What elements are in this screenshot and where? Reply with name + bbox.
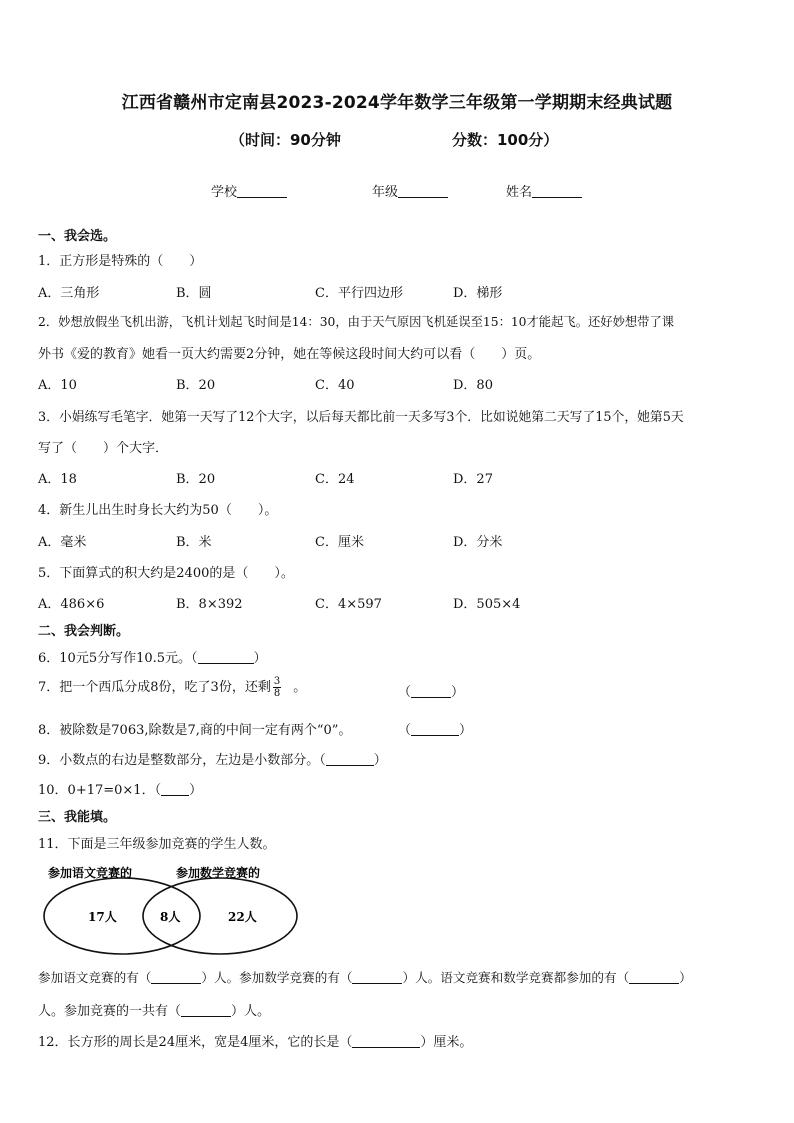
q2-option-a: A．10 <box>38 378 77 393</box>
name-blank <box>532 186 582 198</box>
exam-score: 分数：100分） <box>452 131 559 149</box>
venn-left-only: 17人 <box>88 910 117 924</box>
section2-title: 二、我会判断。 <box>38 624 130 639</box>
school-field <box>211 181 287 200</box>
q8-answer <box>398 719 472 738</box>
q6-answer-blank[interactable] <box>198 652 254 664</box>
q1-option-b: B．圆 <box>176 286 212 301</box>
q5-text: 5．下面算式的积大约是2400的是（ ）。 <box>38 566 294 581</box>
q8-text: 8．被除数是7063,除数是7,商的中间一定有两个“0”。 <box>38 723 352 738</box>
name-field <box>506 181 582 200</box>
q8-answer-blank[interactable] <box>411 724 459 736</box>
q11-blank-both[interactable] <box>629 972 679 984</box>
q12 <box>38 1031 472 1050</box>
q1-text: 1．正方形是特殊的（ ） <box>38 254 203 269</box>
section3-title: 三、我能填。 <box>38 810 117 825</box>
q7-answer-blank[interactable] <box>411 686 451 698</box>
q7-open: （ <box>398 685 412 700</box>
q7-text: 7．把一个西瓜分成8份，吃了3份，还剩 <box>38 680 271 695</box>
q9-answer-blank[interactable] <box>326 754 374 766</box>
q11-blank-math[interactable] <box>352 972 402 984</box>
q6-close: ） <box>253 651 267 666</box>
q7-after: 。 <box>293 680 307 695</box>
q10 <box>38 779 202 798</box>
q7-answer <box>398 681 464 700</box>
grade-blank <box>398 186 448 198</box>
q1-option-c: C．平行四边形 <box>315 286 403 301</box>
q11-fill6: ）人。 <box>231 1004 271 1019</box>
q5-option-c: C．4×597 <box>315 597 382 612</box>
q6-text: 6．10元5分写作10.5元。（ <box>38 651 198 666</box>
q4-option-b: B．米 <box>176 535 212 550</box>
q7-denominator: 8 <box>273 688 281 699</box>
name-label: 姓名 <box>506 185 533 200</box>
q11-fill3: ）人。语文竞赛和数学竞赛都参加的有（ <box>402 970 630 985</box>
q9-text: 9．小数点的右边是整数部分，左边是小数部分。（ <box>38 753 326 768</box>
q7-close: ） <box>451 685 465 700</box>
q5-option-d: D．505×4 <box>453 597 521 612</box>
q2-text-line1: 2．妙想放假坐飞机出游，飞机计划起飞时间是14：30，由于天气原因飞机延误至15：10才能起飞。还好妙想带了课 <box>38 315 675 329</box>
q4-text: 4．新生儿出生时身长大约为50（ ）。 <box>38 503 278 518</box>
q3-option-d: D．27 <box>453 472 493 487</box>
q7-numerator: 3 <box>273 676 281 687</box>
venn-left-label: 参加语文竞赛的 <box>48 866 133 880</box>
q9-close: ） <box>373 753 387 768</box>
exam-title: 江西省赣州市定南县2023-2024学年数学三年级第一学期期末经典试题 <box>121 93 673 113</box>
q3-option-b: B．20 <box>176 472 216 487</box>
q2-option-d: D．80 <box>453 378 493 393</box>
school-label: 学校 <box>211 185 238 200</box>
grade-field <box>372 181 448 200</box>
q5-option-a: A．486×6 <box>38 597 105 612</box>
q3-option-c: C．24 <box>315 472 355 487</box>
q4-option-c: C．厘米 <box>315 535 364 550</box>
q1-option-a: A．三角形 <box>38 286 100 301</box>
q11-fill-line1 <box>38 967 692 986</box>
q5-option-b: B．8×392 <box>176 597 243 612</box>
q7 <box>38 676 306 699</box>
q11-fill-line2 <box>38 1000 270 1019</box>
q2-text-line2: 外书《爱的教育》她看一页大约需要2分钟，她在等候这段时间大约可以看（ ）页。 <box>38 347 541 362</box>
q8-close: ） <box>459 723 473 738</box>
q12-close: ）厘米。 <box>420 1035 473 1050</box>
q12-answer-blank[interactable] <box>352 1036 420 1048</box>
q4-option-a: A．毫米 <box>38 535 87 550</box>
q11-text: 11．下面是三年级参加竞赛的学生人数。 <box>38 837 276 852</box>
q10-text: 10．0+17=0×1．（ <box>38 783 162 798</box>
q10-close: ） <box>189 783 203 798</box>
q2-option-c: C．40 <box>315 378 355 393</box>
q11-blank-chinese[interactable] <box>151 972 201 984</box>
q7-fraction <box>273 676 281 699</box>
section1-title: 一、我会选。 <box>38 229 117 244</box>
q8-open: （ <box>398 723 412 738</box>
q2-option-b: B．20 <box>176 378 216 393</box>
q11-blank-total[interactable] <box>181 1005 231 1017</box>
grade-label: 年级 <box>372 185 399 200</box>
q6 <box>38 647 267 666</box>
q11-fill2: ）人。参加数学竞赛的有（ <box>201 970 353 985</box>
venn-diagram <box>36 860 306 960</box>
q1-option-d: D．梯形 <box>453 286 503 301</box>
q11-fill5: 人。参加竞赛的一共有（ <box>38 1004 182 1019</box>
q3-text-line1: 3．小娟练写毛笔字．她第一天写了12个大字，以后每天都比前一天多写3个．比如说她第二天写了15个，她第5天 <box>38 410 684 425</box>
q11-fill4: ） <box>679 970 692 985</box>
q3-option-a: A．18 <box>38 472 77 487</box>
q9 <box>38 749 387 768</box>
q4-option-d: D．分米 <box>453 535 503 550</box>
venn-both: 8人 <box>160 910 181 924</box>
venn-right-label: 参加数学竞赛的 <box>176 866 261 880</box>
venn-right-only: 22人 <box>228 910 257 924</box>
school-blank <box>237 186 287 198</box>
exam-time: （时间：90分钟 <box>230 131 341 149</box>
q12-text: 12．长方形的周长是24厘米，宽是4厘米，它的长是（ <box>38 1035 353 1050</box>
q11-fill1: 参加语文竞赛的有（ <box>38 970 152 985</box>
q10-answer-blank[interactable] <box>161 784 189 796</box>
q3-text-line2: 写了（ ）个大字． <box>38 441 169 456</box>
